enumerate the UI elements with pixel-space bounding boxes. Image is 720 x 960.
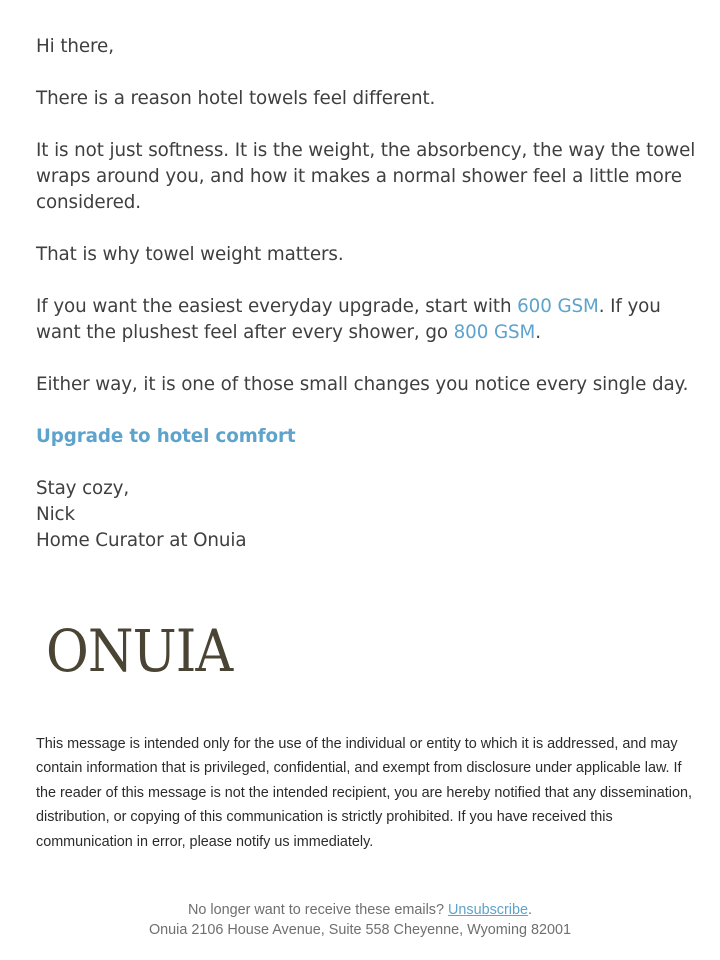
link-600-gsm[interactable]: 600 GSM xyxy=(517,296,599,317)
upgrade-cta-link[interactable]: Upgrade to hotel comfort xyxy=(36,426,296,447)
legal-disclaimer: This message is intended only for the use of the individual or entity to which it is addressed, and may contain information that is privileged, confidential, and exempt from disclosure under applicable law. If the reader of this message is not the intended recipient, you are hereby notified that any dissemination, distribution, or copying of this communication is strictly prohibited. If you have received this communication in error, please notify us immediately. xyxy=(36,736,692,850)
unsubscribe-suffix: . xyxy=(527,902,532,918)
signoff-title: Home Curator at Onuia xyxy=(36,530,247,551)
unsubscribe-prompt: No longer want to receive these emails? xyxy=(188,902,448,918)
cta-paragraph xyxy=(36,424,696,450)
signoff-line-1: Stay cozy, xyxy=(36,478,130,499)
paragraph-either-way: Either way, it is one of those small changes you notice every single day. xyxy=(36,374,689,395)
paragraph-gsm-options xyxy=(36,294,696,346)
email-footer xyxy=(0,900,720,940)
link-800-gsm[interactable]: 800 GSM xyxy=(453,322,536,343)
onuia-logo[interactable]: ONUIA xyxy=(46,617,233,685)
paragraph-hotel-towels: There is a reason hotel towels feel different. xyxy=(36,88,436,109)
paragraph-softness: It is not just softness. It is the weight, the absorbency, the way the towel wraps around you, and how it makes a normal shower feel a little more considered. xyxy=(36,140,696,213)
unsubscribe-link[interactable]: Unsubscribe xyxy=(447,902,528,918)
signoff-name: Nick xyxy=(36,504,75,525)
gsm-text-part3: . xyxy=(535,322,541,343)
company-address: Onuia 2106 House Avenue, Suite 558 Cheyenne, Wyoming 82001 xyxy=(148,922,572,938)
gsm-text-part1: If you want the easiest everyday upgrade, start with xyxy=(36,296,518,317)
greeting: Hi there, xyxy=(36,36,114,57)
paragraph-towel-weight: That is why towel weight matters. xyxy=(36,244,344,265)
email-body xyxy=(36,34,696,554)
gsm-text-part2: . If you want the plushest feel after every shower, go xyxy=(36,296,661,343)
unsubscribe-line xyxy=(0,900,720,920)
